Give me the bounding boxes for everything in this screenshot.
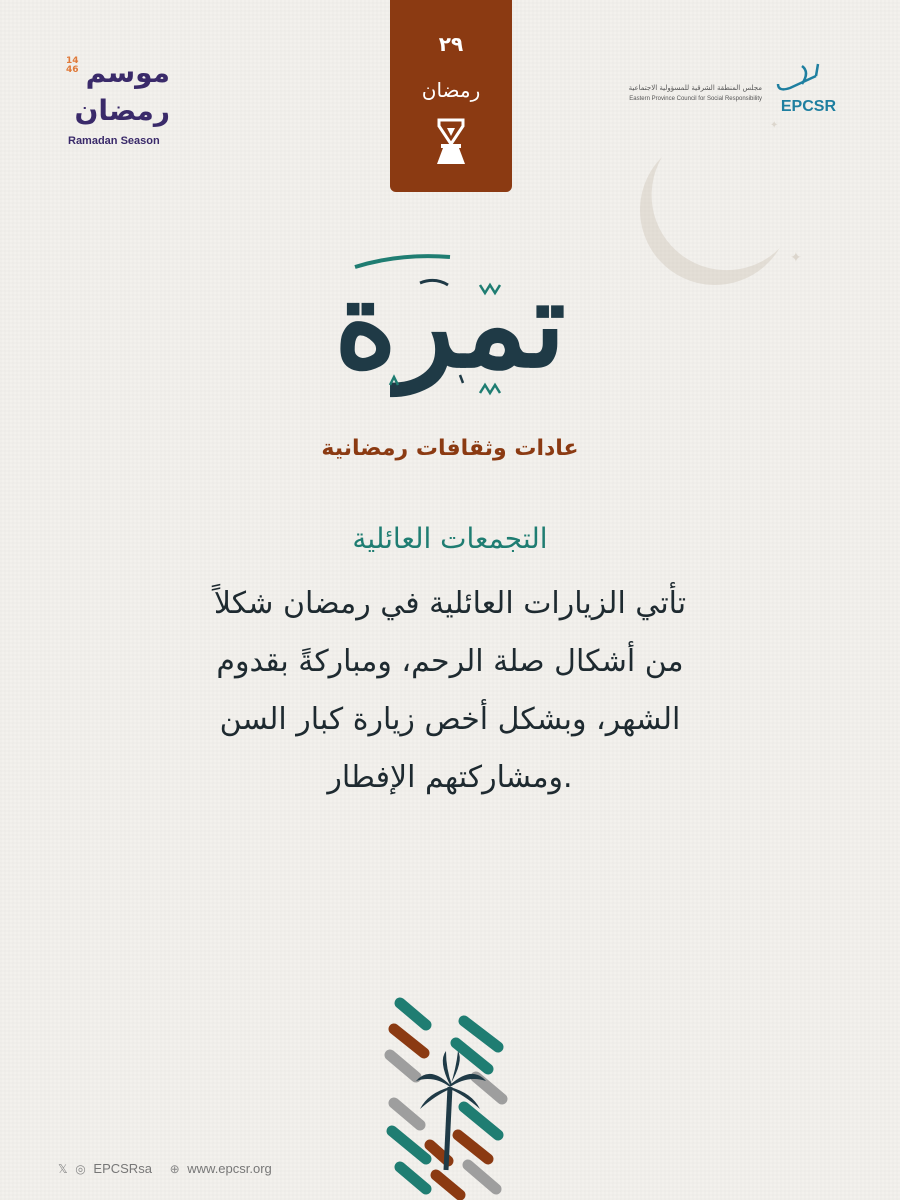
- season-year: [66, 57, 79, 75]
- palm-tree-graphic: [380, 995, 520, 1200]
- ramadan-season-logo: [55, 55, 170, 155]
- date-day: ٢٩: [438, 32, 464, 56]
- epcsr-logo: [630, 62, 840, 122]
- star-decoration: ✦: [770, 120, 779, 131]
- epcsr-english-name: Eastern Province Council for Social Responsibility: [629, 96, 762, 102]
- lantern-icon: [431, 118, 471, 168]
- globe-icon: ⊕: [169, 1161, 180, 1176]
- season-word-2: رمضان: [74, 94, 170, 127]
- section-heading: التجمعات العائلية: [352, 522, 548, 555]
- date-badge: [390, 0, 512, 192]
- year-bottom: 46: [66, 65, 79, 75]
- body-line: ومشاركتهم الإفطار.: [327, 760, 573, 795]
- body-line: من أشكال صلة الرحم، ومباركةً بقدوم: [216, 644, 684, 679]
- epcsr-acronym: EPCSR: [780, 98, 836, 115]
- star-decoration: ✦: [790, 250, 802, 266]
- crescent-decoration: [619, 114, 811, 306]
- social-handle[interactable]: EPCSRsa: [93, 1161, 152, 1177]
- subtitle: عادات وثقافات رمضانية: [321, 436, 579, 461]
- epcsr-arabic-name: مجلس المنطقة الشرقية للمسؤولية الاجتماعية: [628, 84, 762, 92]
- calligraphy-ornaments: [330, 245, 570, 425]
- season-english: Ramadan Season: [68, 135, 160, 147]
- section-body: [150, 575, 750, 807]
- footer: [58, 1160, 272, 1176]
- season-word-1: موسم: [85, 56, 170, 89]
- year-top: 14: [66, 56, 79, 66]
- title-calligraphy: [330, 245, 570, 425]
- body-line: تأتي الزيارات العائلية في رمضان شكلاً: [213, 586, 687, 621]
- website-link[interactable]: www.epcsr.org: [187, 1161, 272, 1177]
- date-month: رمضان: [421, 78, 481, 102]
- x-icon[interactable]: 𝕏: [58, 1161, 68, 1176]
- body-line: الشهر، وبشكل أخص زيارة كبار السن: [219, 702, 681, 737]
- epcsr-mark-icon: [772, 62, 826, 98]
- title-word: تمرة: [334, 254, 566, 395]
- instagram-icon[interactable]: ◎: [75, 1161, 86, 1176]
